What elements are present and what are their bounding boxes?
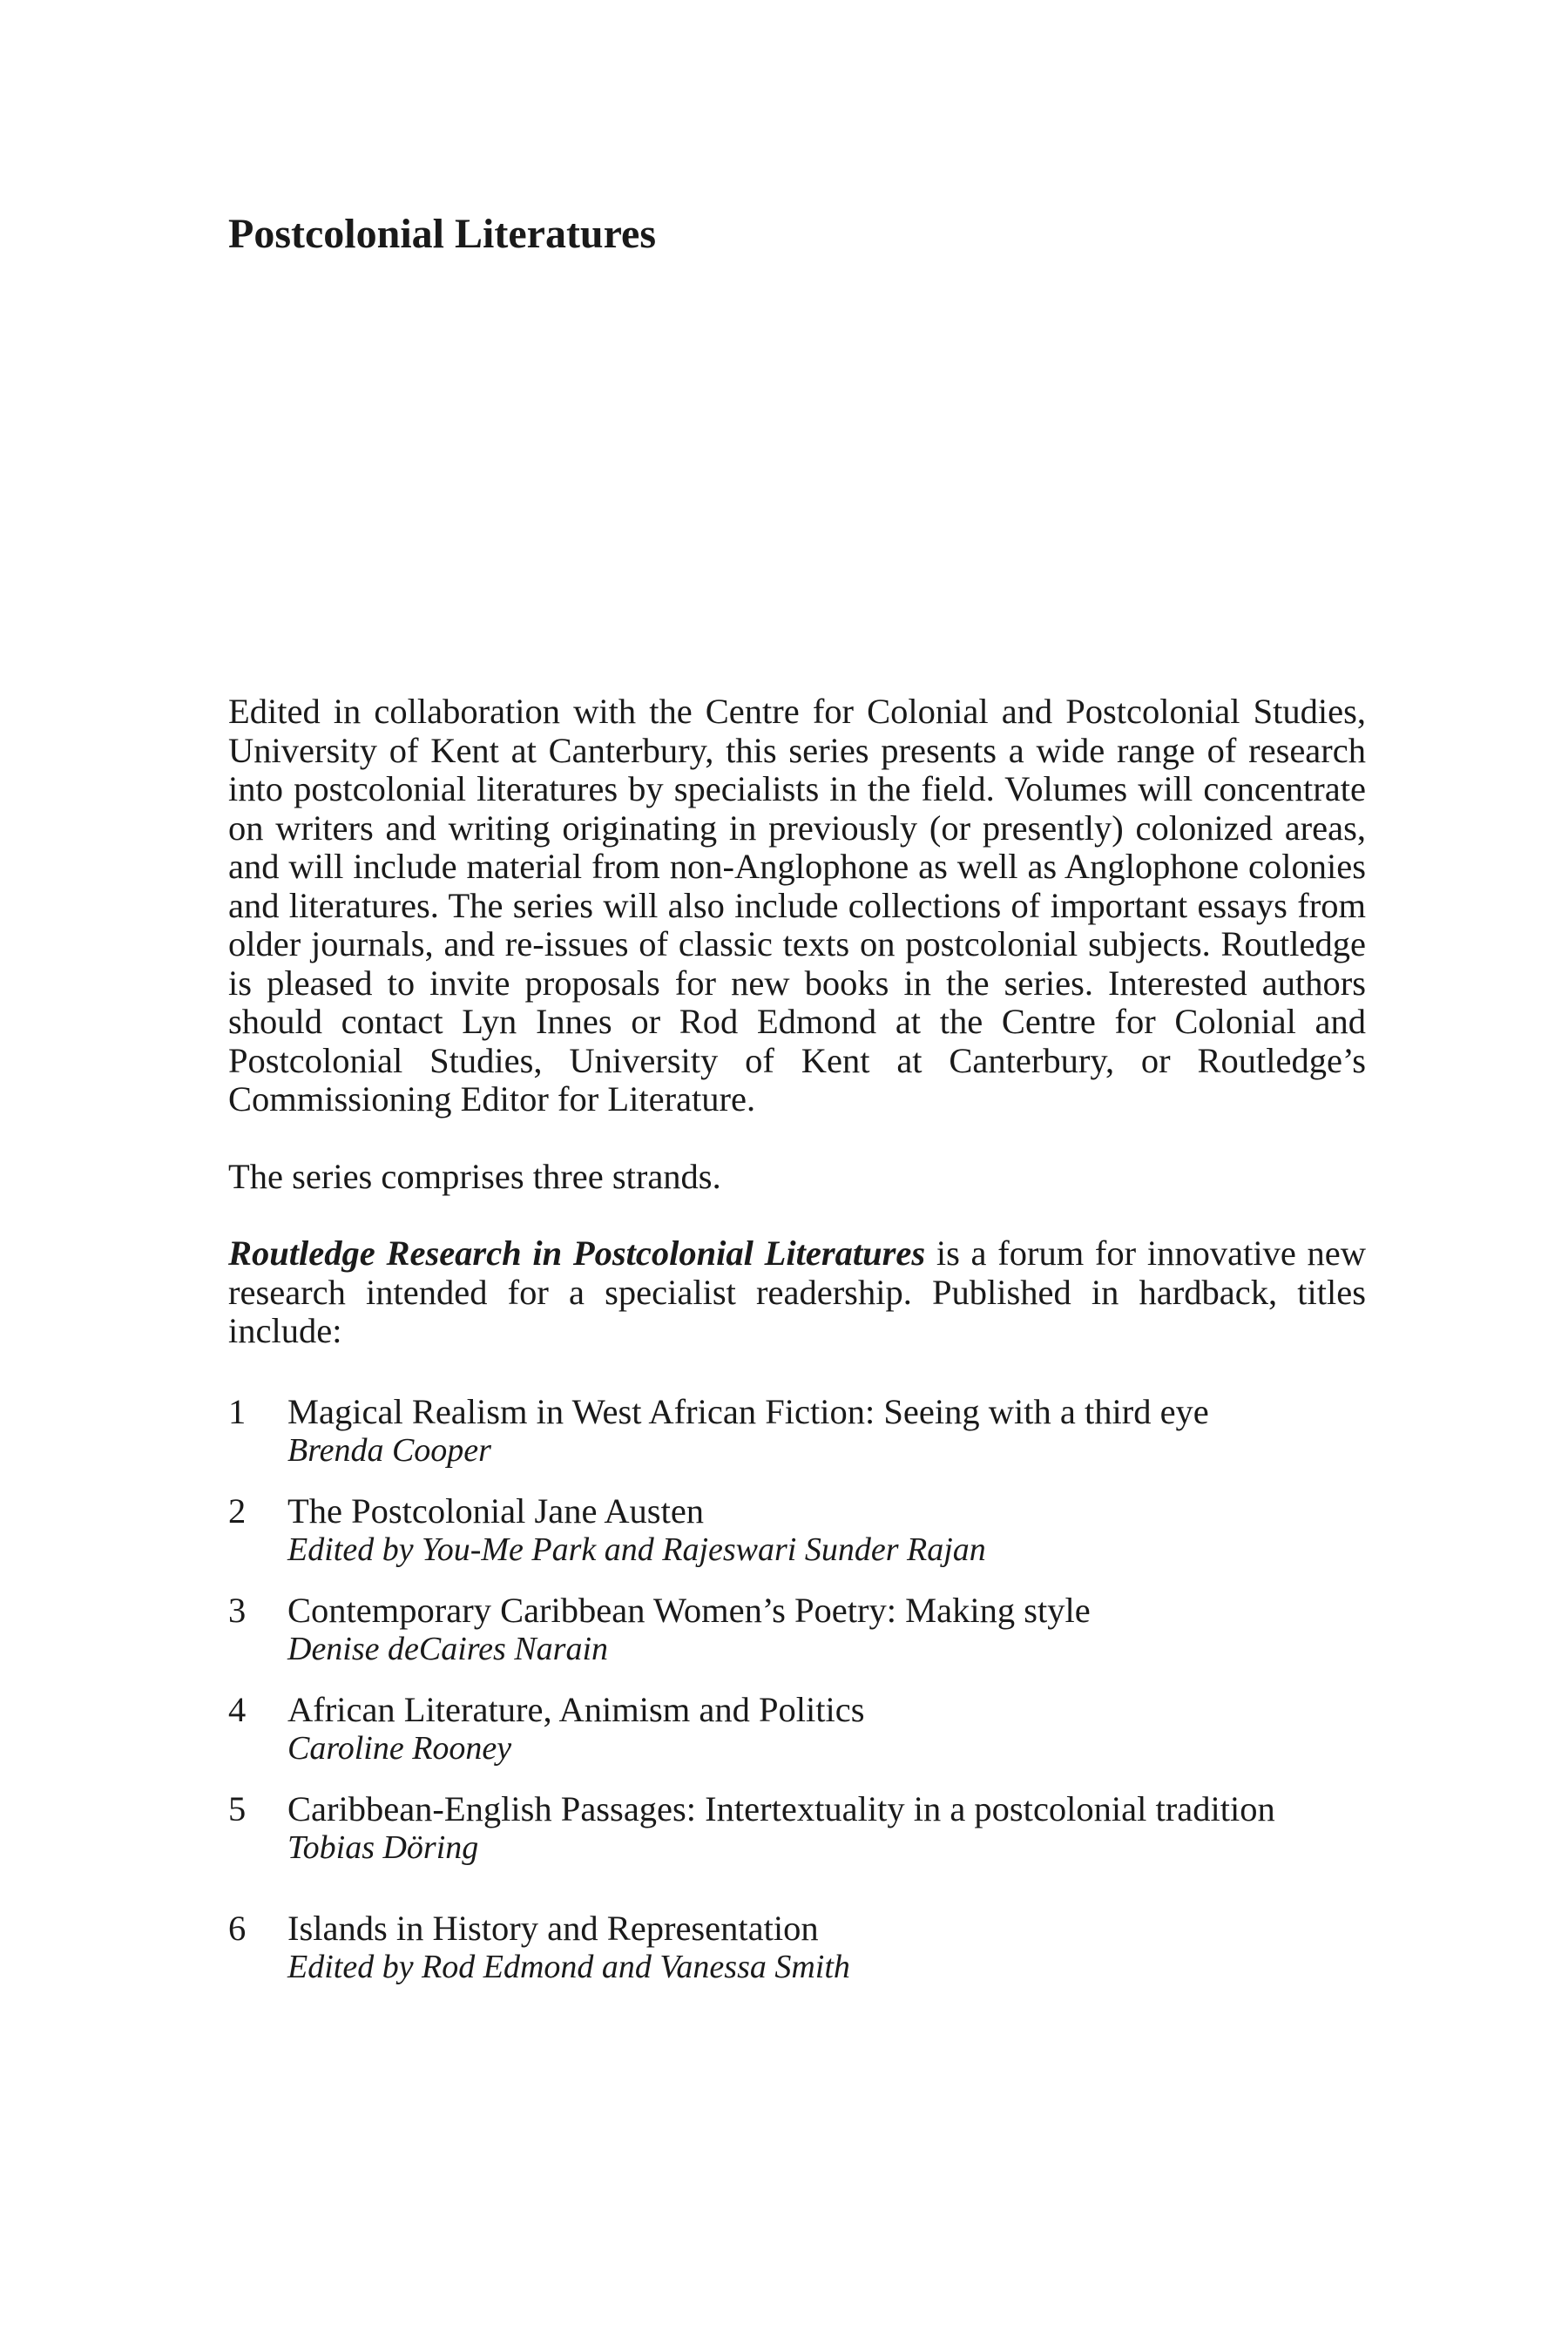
series-intro-paragraph: Edited in collaboration with the Centre for Colonial and Postcolonial Studies, University of Kent at Canterbury, this series presents a wide range of research into postcolonial literatures by specialists in the field. Volumes will concentrate on writers and writing originating in previously (or presently) colonized areas, and will include material from non-Anglophone as well as Anglophone colonies and literatures. The series will also include collections of important essays from older journals, and re-issues of classic texts on postcolonial subjects. Routledge is pleased to invite proposals for new books in the series. Interested authors should contact Lyn Innes or Rod Edmond at the Centre for Colonial and Postcolonial Studies, University of Kent at Canterbury, or Routledge’s Commissioning Editor for Literature. — [228, 692, 1366, 1119]
list-item — [228, 1790, 1366, 1868]
list-item-number: 5 — [228, 1788, 247, 1828]
list-item — [228, 1393, 1366, 1470]
book-title: Islands in History and Representation — [287, 1908, 819, 1948]
list-item-number: 1 — [228, 1391, 247, 1431]
list-item — [228, 1592, 1366, 1669]
list-item — [228, 1691, 1366, 1768]
list-item — [228, 1909, 1366, 1987]
page-content — [228, 693, 1366, 2009]
research-strand-paragraph — [228, 1234, 1366, 1351]
list-item-number: 4 — [228, 1689, 247, 1729]
book-author: Caroline Rooney — [287, 1730, 512, 1767]
book-title: The Postcolonial Jane Austen — [287, 1490, 705, 1531]
book-author: Denise deCaires Narain — [287, 1631, 609, 1667]
research-strand-description: is a forum for innovative new research intended for a specialist readership. Published in hardback, titles include: — [228, 1233, 1366, 1350]
book-author: Edited by You-Me Park and Rajeswari Sunder Rajan — [287, 1531, 986, 1568]
list-item-number: 3 — [228, 1590, 247, 1630]
book-title: Magical Realism in West African Fiction: Seeing with a third eye — [287, 1391, 1209, 1431]
list-item-number: 6 — [228, 1908, 247, 1948]
strands-paragraph: The series comprises three strands. — [228, 1156, 721, 1196]
book-author: Edited by Rod Edmond and Vanessa Smith — [287, 1949, 850, 1985]
book-author: Tobias Döring — [287, 1829, 479, 1866]
book-title: Contemporary Caribbean Women’s Poetry: Making style — [287, 1590, 1091, 1630]
list-item — [228, 1492, 1366, 1570]
page-title: Postcolonial Literatures — [228, 211, 657, 257]
research-strand-name: Routledge Research in Postcolonial Literatures — [228, 1233, 926, 1273]
book-title: African Literature, Animism and Politics — [287, 1689, 865, 1729]
title-list — [228, 1393, 1366, 1987]
list-item-number: 2 — [228, 1490, 247, 1531]
book-title: Caribbean-English Passages: Intertextuality in a postcolonial tradition — [287, 1788, 1275, 1828]
book-author: Brenda Cooper — [287, 1432, 491, 1469]
